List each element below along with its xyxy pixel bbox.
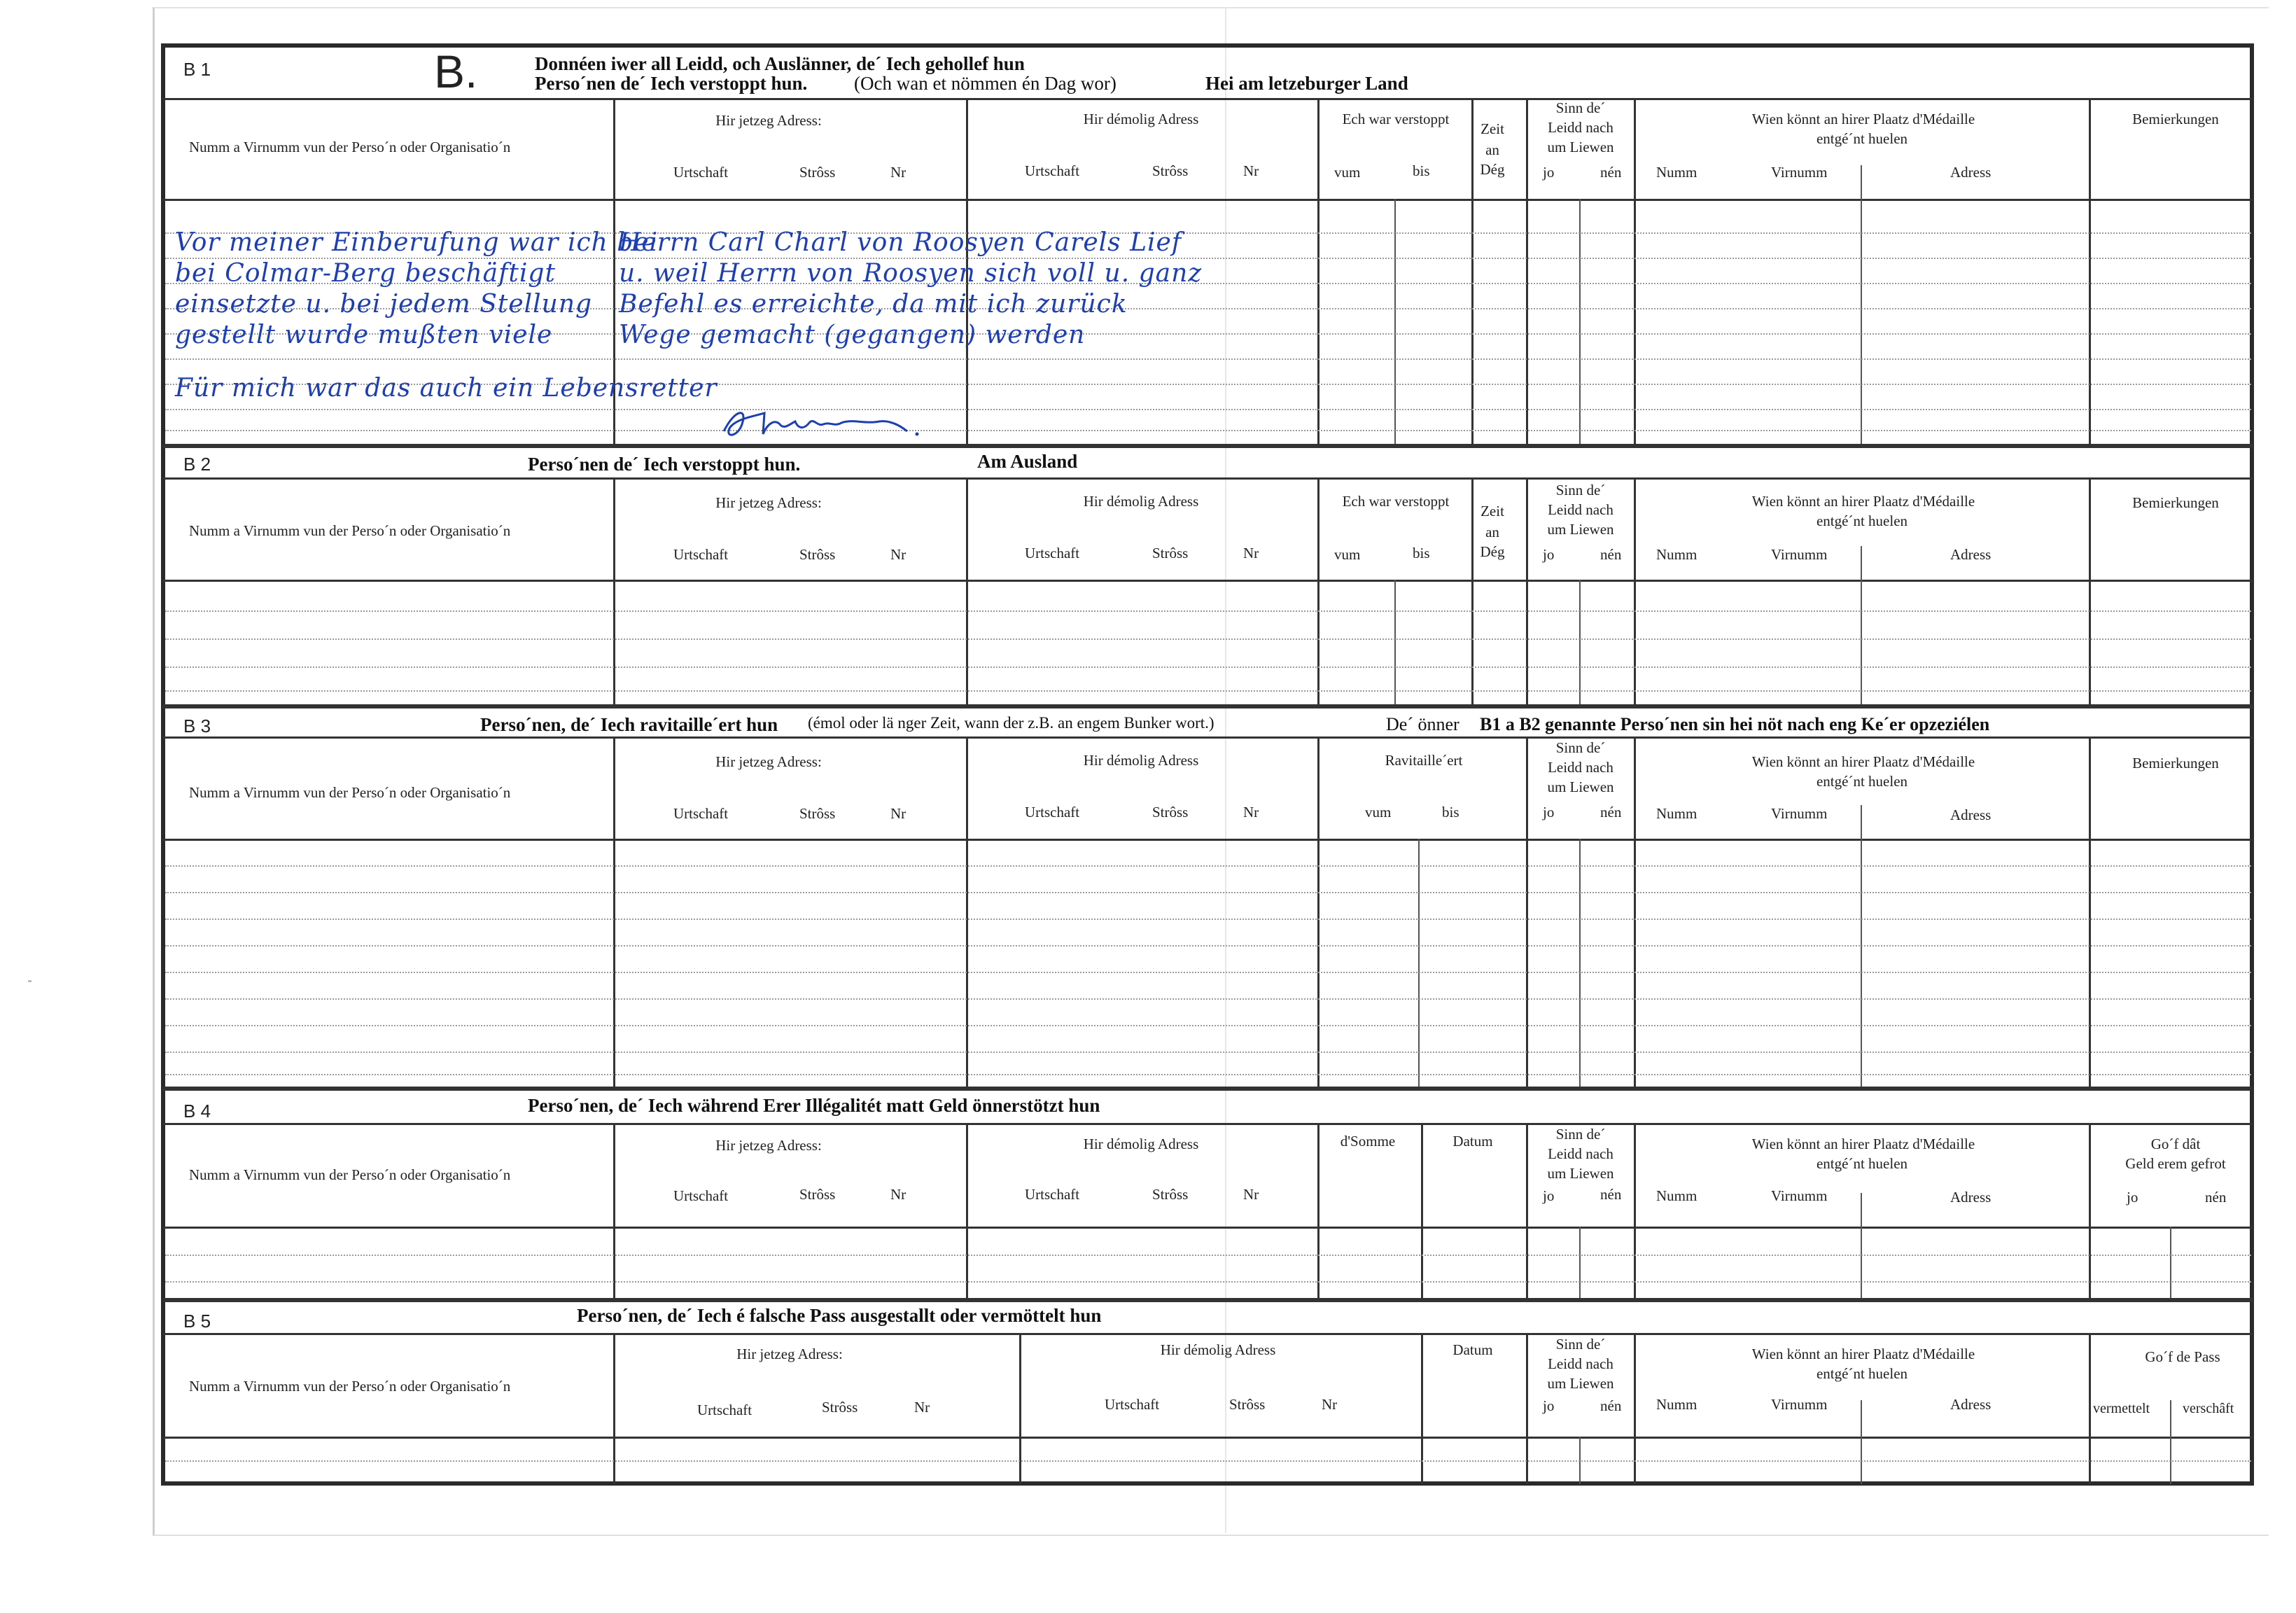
b4-header-bottom bbox=[162, 1227, 2253, 1229]
b5-locality-header: Urtschaft bbox=[697, 1402, 752, 1418]
b1-handwriting-line: Herrn Carl Charl von Roosyen Carels Lief bbox=[619, 228, 1182, 257]
b3-col-divider bbox=[2089, 736, 2091, 1087]
b4-col-divider bbox=[1317, 1123, 1320, 1298]
b2-medal-header: entgé´nt huelen bbox=[1816, 512, 1908, 529]
b2-b3-divider bbox=[162, 704, 2253, 708]
b3-writing-line bbox=[165, 919, 2251, 920]
b3-writing-line bbox=[165, 998, 2251, 1000]
b3-writing-line bbox=[165, 865, 2251, 867]
form-header-line1: Donnéen iwer all Leidd, och Auslänner, de´ Iech gehollef hun bbox=[535, 53, 1025, 74]
b3-title-bold2: B1 a B2 genannte Perso´nen sin hei nöt nach eng Ke´er opzeziélen bbox=[1480, 714, 1990, 734]
b1-yes-header: jo bbox=[1543, 164, 1555, 181]
b3-title: Perso´nen, de´ Iech ravitaille´ert hun bbox=[480, 714, 778, 735]
b5-col-divider-thin bbox=[1861, 1400, 1862, 1484]
b5-medal-address-header: Adress bbox=[1950, 1396, 1991, 1413]
b5-pass-header: Go´f de Pass bbox=[2145, 1348, 2220, 1365]
section-code-b3: B 3 bbox=[183, 715, 211, 736]
b3-col-divider bbox=[1317, 736, 1320, 1087]
b4-title: Perso´nen, de´ Iech während Erer Illégalitét matt Geld önnerstötzt hun bbox=[528, 1095, 1100, 1116]
b5-former-locality-header: Urtschaft bbox=[1105, 1396, 1160, 1413]
b3-writing-line bbox=[165, 892, 2251, 893]
b4-number-header: Nr bbox=[890, 1186, 906, 1203]
b3-former-locality-header: Urtschaft bbox=[1025, 804, 1080, 821]
b4-col-divider-thin bbox=[1579, 1227, 1581, 1298]
b4-no-header: nén bbox=[1600, 1186, 1622, 1203]
b3-col-divider bbox=[966, 736, 968, 1087]
b5-no-header: nén bbox=[1600, 1397, 1622, 1414]
b5-yes-header: jo bbox=[1543, 1397, 1555, 1414]
b1-former-number-header: Nr bbox=[1243, 162, 1259, 179]
b3-no-header: nén bbox=[1600, 804, 1622, 821]
b4-locality-header: Urtschaft bbox=[673, 1187, 729, 1204]
b1-handwriting-line: Wege gemacht (gegangen) werden bbox=[619, 321, 1086, 349]
b3-former-address-header: Hir démolig Adress bbox=[1083, 752, 1199, 769]
b5-medal-header: entgé´nt huelen bbox=[1816, 1365, 1908, 1382]
b3-medal-header: entgé´nt huelen bbox=[1816, 773, 1908, 790]
b1-b2-divider bbox=[162, 444, 2253, 448]
b4-money-header: Geld erem gefrot bbox=[2125, 1155, 2226, 1172]
b2-remarks-header: Bemierkungen bbox=[2132, 494, 2219, 511]
b3-col-divider bbox=[1526, 736, 1528, 1087]
b2-col-divider bbox=[1526, 477, 1528, 704]
b4-col-divider bbox=[2089, 1123, 2091, 1298]
b1-header-top bbox=[162, 98, 2253, 100]
b4-survived-header: Sinn de´ bbox=[1555, 1126, 1606, 1143]
b4-former-street-header: Strôss bbox=[1152, 1186, 1189, 1203]
b3-col-divider-thin bbox=[1418, 839, 1420, 1087]
b2-medal-address-header: Adress bbox=[1950, 546, 1991, 563]
b3-survived-header: um Liewen bbox=[1547, 778, 1614, 795]
b1-handwriting-line: Befehl es erreichte, da mit ich zurück bbox=[619, 290, 1128, 319]
b2-from-header: vum bbox=[1334, 546, 1361, 563]
b3-medal-firstname-header: Virnumm bbox=[1771, 805, 1828, 822]
b2-former-number-header: Nr bbox=[1243, 545, 1259, 561]
b2-col-divider bbox=[2089, 477, 2091, 704]
b5-title: Perso´nen, de´ Iech é falsche Pass ausgestallt oder vermöttelt hun bbox=[577, 1305, 1102, 1326]
b1-medal-header: entgé´nt huelen bbox=[1816, 130, 1908, 147]
b1-col-divider bbox=[1317, 98, 1320, 444]
b1-current-address-header: Hir jetzeg Adress: bbox=[715, 112, 822, 129]
b3-col-divider bbox=[613, 736, 615, 1087]
b5-medal-firstname-header: Virnumm bbox=[1771, 1396, 1828, 1413]
b4-header-top bbox=[162, 1123, 2253, 1125]
b1-survived-header: um Liewen bbox=[1547, 139, 1614, 155]
b2-time-header: Dég bbox=[1480, 543, 1505, 560]
b1-handwriting-line: bei Colmar-Berg beschäftigt bbox=[175, 259, 556, 288]
b1-writing-line bbox=[165, 409, 2251, 410]
b2-col-divider bbox=[1317, 477, 1320, 704]
b5-medal-name-header: Numm bbox=[1656, 1396, 1698, 1413]
b1-remarks-header: Bemierkungen bbox=[2132, 111, 2219, 127]
b2-survived-header: um Liewen bbox=[1547, 521, 1614, 538]
b3-former-street-header: Strôss bbox=[1152, 804, 1189, 821]
b4-col-divider-thin bbox=[2170, 1227, 2171, 1298]
b1-medal-firstname-header: Virnumm bbox=[1771, 164, 1828, 181]
b1-handwriting-line: u. weil Herrn von Roosyen sich voll u. ganz bbox=[619, 259, 1203, 288]
b4-date-header: Datum bbox=[1452, 1133, 1493, 1150]
b4-b5-divider bbox=[162, 1298, 2253, 1302]
b1-until-header: bis bbox=[1413, 162, 1430, 179]
b5-former-number-header: Nr bbox=[1322, 1396, 1338, 1413]
b1-col-divider bbox=[1634, 98, 1636, 444]
b3-writing-line bbox=[165, 945, 2251, 947]
form-letter: B. bbox=[434, 46, 478, 97]
b3-name-header: Numm a Virnumm vun der Perso´n oder Organisatio´n bbox=[189, 784, 511, 801]
b5-former-street-header: Strôss bbox=[1229, 1396, 1266, 1413]
b4-money-no-header: nén bbox=[2205, 1189, 2227, 1206]
b4-medal-header: Wien könnt an hirer Plaatz d'Médaille bbox=[1751, 1136, 1975, 1152]
b3-current-address-header: Hir jetzeg Adress: bbox=[715, 753, 822, 770]
b4-name-header: Numm a Virnumm vun der Perso´n oder Organisatio´n bbox=[189, 1166, 511, 1183]
b3-b4-divider bbox=[162, 1087, 2253, 1091]
b3-supplied-header: Ravitaille´ert bbox=[1385, 752, 1463, 769]
b3-title-note2: De´ önner bbox=[1386, 714, 1460, 734]
b3-col-divider bbox=[1634, 736, 1636, 1087]
b1-medal-header: Wien könnt an hirer Plaatz d'Médaille bbox=[1751, 111, 1975, 127]
section-code-b4: B 4 bbox=[183, 1101, 211, 1122]
b1-former-locality-header: Urtschaft bbox=[1025, 162, 1080, 179]
b3-medal-name-header: Numm bbox=[1656, 805, 1698, 822]
b3-col-divider-thin bbox=[1579, 839, 1581, 1087]
b5-header-bottom bbox=[162, 1437, 2253, 1439]
b5-survived-header: Leidd nach bbox=[1548, 1355, 1614, 1372]
b3-header-bottom bbox=[162, 839, 2253, 841]
b4-writing-line bbox=[165, 1281, 2251, 1283]
b5-mediated-header: vermettelt bbox=[2093, 1401, 2150, 1416]
form-header-line2b: (Och wan et nömmen én Dag wor) bbox=[854, 73, 1116, 94]
b2-medal-header: Wien könnt an hirer Plaatz d'Médaille bbox=[1751, 493, 1975, 510]
b2-col-divider-thin bbox=[1394, 580, 1396, 704]
b4-medal-address-header: Adress bbox=[1950, 1189, 1991, 1206]
b1-locality-header: Urtschaft bbox=[673, 164, 729, 181]
b2-col-divider bbox=[1634, 477, 1636, 704]
b3-title-note: (émol oder lä nger Zeit, wann der z.B. an engem Bunker wort.) bbox=[808, 714, 1214, 732]
b2-title: Perso´nen de´ Iech verstoppt hun. bbox=[528, 454, 801, 475]
b1-number-header: Nr bbox=[890, 164, 906, 181]
b2-writing-line bbox=[165, 666, 2251, 668]
scan-speck bbox=[28, 980, 31, 982]
b2-survived-header: Leidd nach bbox=[1548, 501, 1614, 518]
b1-handwriting-line: einsetzte u. bei jedem Stellung bbox=[175, 290, 593, 319]
b5-col-divider-thin bbox=[2170, 1400, 2171, 1484]
b3-survived-header: Leidd nach bbox=[1548, 759, 1614, 776]
b2-header-bottom bbox=[162, 580, 2253, 582]
b4-survived-header: Leidd nach bbox=[1548, 1145, 1614, 1162]
b2-col-divider bbox=[966, 477, 968, 704]
b1-medal-address-header: Adress bbox=[1950, 164, 1991, 181]
b2-current-address-header: Hir jetzeg Adress: bbox=[715, 494, 822, 511]
b5-street-header: Strôss bbox=[822, 1399, 858, 1416]
b2-former-street-header: Strôss bbox=[1152, 545, 1189, 561]
form-header-line2c: Hei am letzeburger Land bbox=[1205, 73, 1408, 94]
b2-former-address-header: Hir démolig Adress bbox=[1083, 493, 1199, 510]
b3-former-number-header: Nr bbox=[1243, 804, 1259, 821]
b2-writing-line bbox=[165, 638, 2251, 640]
b3-until-header: bis bbox=[1442, 804, 1460, 821]
b5-writing-line bbox=[165, 1460, 2251, 1462]
b4-current-address-header: Hir jetzeg Adress: bbox=[715, 1137, 822, 1154]
b2-hidden-header: Ech war verstoppt bbox=[1342, 493, 1450, 510]
b4-writing-line bbox=[165, 1255, 2251, 1256]
b1-former-street-header: Strôss bbox=[1152, 162, 1189, 179]
b1-former-address-header: Hir démolig Adress bbox=[1083, 111, 1199, 127]
b3-writing-line bbox=[165, 1052, 2251, 1053]
b2-locality-header: Urtschaft bbox=[673, 546, 729, 563]
b5-survived-header: um Liewen bbox=[1547, 1375, 1614, 1392]
b1-handwriting-line: gestellt wurde mußten viele bbox=[175, 321, 553, 349]
b3-remarks-header: Bemierkungen bbox=[2132, 755, 2219, 771]
b2-col-divider-thin bbox=[1861, 546, 1862, 704]
b2-time-header: Zeit bbox=[1480, 503, 1504, 519]
b3-medal-header: Wien könnt an hirer Plaatz d'Médaille bbox=[1751, 753, 1975, 770]
b5-former-address-header: Hir démolig Adress bbox=[1160, 1341, 1276, 1358]
b5-number-header: Nr bbox=[914, 1399, 930, 1416]
b1-time-header: an bbox=[1485, 141, 1499, 158]
b1-survived-header: Leidd nach bbox=[1548, 119, 1614, 136]
b2-no-header: nén bbox=[1600, 546, 1622, 563]
form-header-line2a: Perso´nen de´ Iech verstoppt hun. bbox=[535, 73, 808, 94]
b4-street-header: Strôss bbox=[799, 1186, 836, 1203]
b3-locality-header: Urtschaft bbox=[673, 805, 729, 822]
b1-writing-line bbox=[165, 430, 2251, 431]
b4-former-address-header: Hir démolig Adress bbox=[1083, 1136, 1199, 1152]
b3-street-header: Strôss bbox=[799, 805, 836, 822]
b1-writing-line bbox=[165, 358, 2251, 360]
b1-handwriting-line: Für mich war das auch ein Lebensretter bbox=[175, 374, 718, 403]
b2-until-header: bis bbox=[1413, 545, 1430, 561]
b2-medal-firstname-header: Virnumm bbox=[1771, 546, 1828, 563]
b4-former-locality-header: Urtschaft bbox=[1025, 1186, 1080, 1203]
section-code-b5: B 5 bbox=[183, 1311, 211, 1332]
b2-title-right: Am Ausland bbox=[977, 451, 1078, 472]
b3-writing-line bbox=[165, 1074, 2251, 1075]
b3-number-header: Nr bbox=[890, 805, 906, 822]
b3-header-top bbox=[162, 736, 2253, 739]
b1-street-header: Strôss bbox=[799, 164, 836, 181]
b1-medal-name-header: Numm bbox=[1656, 164, 1698, 181]
b5-given-header: verschâft bbox=[2183, 1401, 2234, 1416]
b3-writing-line bbox=[165, 1025, 2251, 1026]
b2-writing-line bbox=[165, 610, 2251, 612]
b2-col-divider bbox=[1471, 477, 1474, 704]
b2-former-locality-header: Urtschaft bbox=[1025, 545, 1080, 561]
b4-col-divider bbox=[1421, 1123, 1423, 1298]
b3-medal-address-header: Adress bbox=[1950, 806, 1991, 823]
b1-no-header: nén bbox=[1600, 164, 1622, 181]
b1-col-divider bbox=[1471, 98, 1474, 444]
b2-number-header: Nr bbox=[890, 546, 906, 563]
b1-time-header: Dég bbox=[1480, 161, 1505, 178]
section-code-b2: B 2 bbox=[183, 454, 211, 475]
b4-col-divider bbox=[1526, 1123, 1528, 1298]
b4-yes-header: jo bbox=[1543, 1187, 1555, 1204]
b5-date-header: Datum bbox=[1452, 1341, 1493, 1358]
b2-medal-name-header: Numm bbox=[1656, 546, 1698, 563]
b4-former-number-header: Nr bbox=[1243, 1186, 1259, 1203]
b4-medal-firstname-header: Virnumm bbox=[1771, 1187, 1828, 1204]
b2-col-divider bbox=[613, 477, 615, 704]
b1-col-divider bbox=[2089, 98, 2091, 444]
b3-from-header: vum bbox=[1365, 804, 1392, 821]
b1-handwriting-line: Vor meiner Einberufung war ich bei bbox=[175, 228, 659, 257]
b4-col-divider bbox=[966, 1123, 968, 1298]
b4-survived-header: um Liewen bbox=[1547, 1165, 1614, 1182]
b1-survived-header: Sinn de´ bbox=[1555, 99, 1606, 116]
b5-medal-header: Wien könnt an hirer Plaatz d'Médaille bbox=[1751, 1346, 1975, 1362]
b2-time-header: an bbox=[1485, 524, 1499, 540]
b2-name-header: Numm a Virnumm vun der Perso´n oder Organisatio´n bbox=[189, 522, 511, 539]
b1-col-divider-thin bbox=[1579, 199, 1581, 444]
b5-header-top bbox=[162, 1333, 2253, 1335]
b5-name-header: Numm a Virnumm vun der Perso´n oder Organisatio´n bbox=[189, 1378, 511, 1395]
b2-street-header: Strôss bbox=[799, 546, 836, 563]
b1-col-divider bbox=[1526, 98, 1528, 444]
b2-yes-header: jo bbox=[1543, 546, 1555, 563]
b1-col-divider-thin bbox=[1861, 165, 1862, 444]
b4-medal-name-header: Numm bbox=[1656, 1187, 1698, 1204]
b3-writing-line bbox=[165, 972, 2251, 973]
b1-time-header: Zeit bbox=[1480, 120, 1504, 137]
b4-money-yes-header: jo bbox=[2127, 1189, 2138, 1206]
b5-survived-header: Sinn de´ bbox=[1555, 1336, 1606, 1353]
b1-from-header: vum bbox=[1334, 164, 1361, 181]
b3-yes-header: jo bbox=[1543, 804, 1555, 821]
b4-col-divider bbox=[1634, 1123, 1636, 1298]
b2-survived-header: Sinn de´ bbox=[1555, 482, 1606, 498]
b4-medal-header: entgé´nt huelen bbox=[1816, 1155, 1908, 1172]
section-code-b1: B 1 bbox=[183, 59, 211, 80]
b4-sum-header: d'Somme bbox=[1340, 1133, 1396, 1150]
b2-col-divider-thin bbox=[1579, 580, 1581, 704]
b1-name-header: Numm a Virnumm vun der Perso´n oder Organisatio´n bbox=[189, 139, 511, 155]
b4-money-header: Go´f dât bbox=[2150, 1136, 2201, 1152]
b1-hidden-header: Ech war verstoppt bbox=[1342, 111, 1450, 127]
b2-writing-line bbox=[165, 690, 2251, 692]
b1-col-divider-thin bbox=[1394, 199, 1396, 444]
b4-col-divider bbox=[613, 1123, 615, 1298]
b5-current-address-header: Hir jetzeg Adress: bbox=[736, 1346, 843, 1362]
b2-header-top bbox=[162, 477, 2253, 480]
b3-survived-header: Sinn de´ bbox=[1555, 739, 1606, 756]
signature bbox=[714, 403, 931, 445]
b1-header-bottom bbox=[162, 199, 2253, 201]
